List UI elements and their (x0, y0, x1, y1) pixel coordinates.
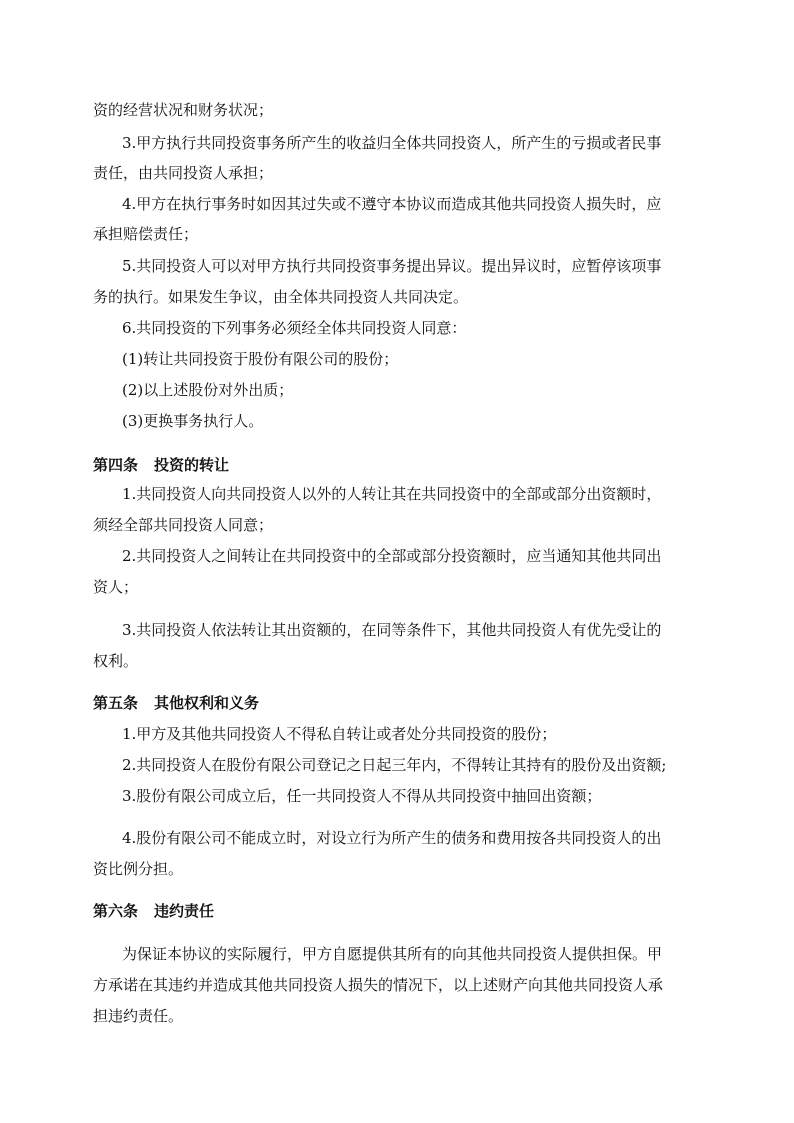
paragraph-line: 担违约责任。 (93, 1007, 184, 1025)
paragraph-line: 方承诺在其违约并造成其他共同投资人损失的情况下，以上述财产向其他共同投资人承 (93, 976, 664, 994)
article-heading (93, 693, 259, 713)
paragraph-line: 3.共同投资人依法转让其出资额的，在同等条件下，其他共同投资人有优先受让的 (122, 621, 662, 639)
article-number: 第六条 (93, 902, 139, 920)
paragraph-line: 须经全部共同投资人同意； (93, 516, 274, 534)
paragraph-line: 为保证本协议的实际履行，甲方自愿提供其所有的向其他共同投资人提供担保。甲 (122, 945, 663, 963)
paragraph-line: 1.共同投资人向共同投资人以外的人转让其在共同投资中的全部或部分出资额时， (122, 485, 662, 503)
paragraph-line: 2.共同投资人在股份有限公司登记之日起三年内，不得转让其持有的股份及出资额; (122, 756, 667, 774)
paragraph-line: 6.共同投资的下列事务必须经全体共同投资人同意： (122, 319, 467, 337)
article-heading (93, 455, 229, 475)
article-title: 其他权利和义务 (154, 694, 260, 712)
list-item: (3)更换事务执行人。 (122, 412, 264, 430)
list-item: (2)以上述股份对外出质； (122, 381, 294, 399)
article-number: 第五条 (93, 694, 139, 712)
paragraph-line: 3.股份有限公司成立后，任一共同投资人不得从共同投资中抽回出资额； (122, 787, 602, 805)
article-heading (93, 901, 214, 921)
paragraph-line: 4.股份有限公司不能成立时，对设立行为所产生的债务和费用按各共同投资人的出 (122, 829, 662, 847)
article-number: 第四条 (93, 456, 139, 474)
article-title: 违约责任 (154, 902, 215, 920)
paragraph-line: 权利。 (93, 652, 139, 670)
list-item: (1)转让共同投资于股份有限公司的股份； (122, 350, 399, 368)
article-title: 投资的转让 (154, 456, 230, 474)
paragraph-line: 承担赔偿责任； (93, 225, 199, 243)
paragraph-line: 资的经营状况和财务状况； (93, 101, 274, 119)
paragraph-line: 1.甲方及其他共同投资人不得私自转让或者处分共同投资的股份； (122, 725, 557, 743)
paragraph-line: 4.甲方在执行事务时如因其过失或不遵守本协议而造成其他共同投资人损失时，应 (122, 195, 662, 213)
paragraph-line: 5.共同投资人可以对甲方执行共同投资事务提出异议。提出异议时，应暂停该项事 (122, 257, 662, 275)
paragraph-line: 资人； (93, 578, 139, 596)
paragraph-line: 责任，由共同投资人承担； (93, 164, 274, 182)
paragraph-line: 3.甲方执行共同投资事务所产生的收益归全体共同投资人，所产生的亏损或者民事 (122, 134, 662, 152)
paragraph-line: 务的执行。如果发生争议，由全体共同投资人共同决定。 (93, 288, 469, 306)
paragraph-line: 资比例分担。 (93, 860, 184, 878)
paragraph-line: 2.共同投资人之间转让在共同投资中的全部或部分投资额时，应当通知其他共同出 (122, 547, 662, 565)
